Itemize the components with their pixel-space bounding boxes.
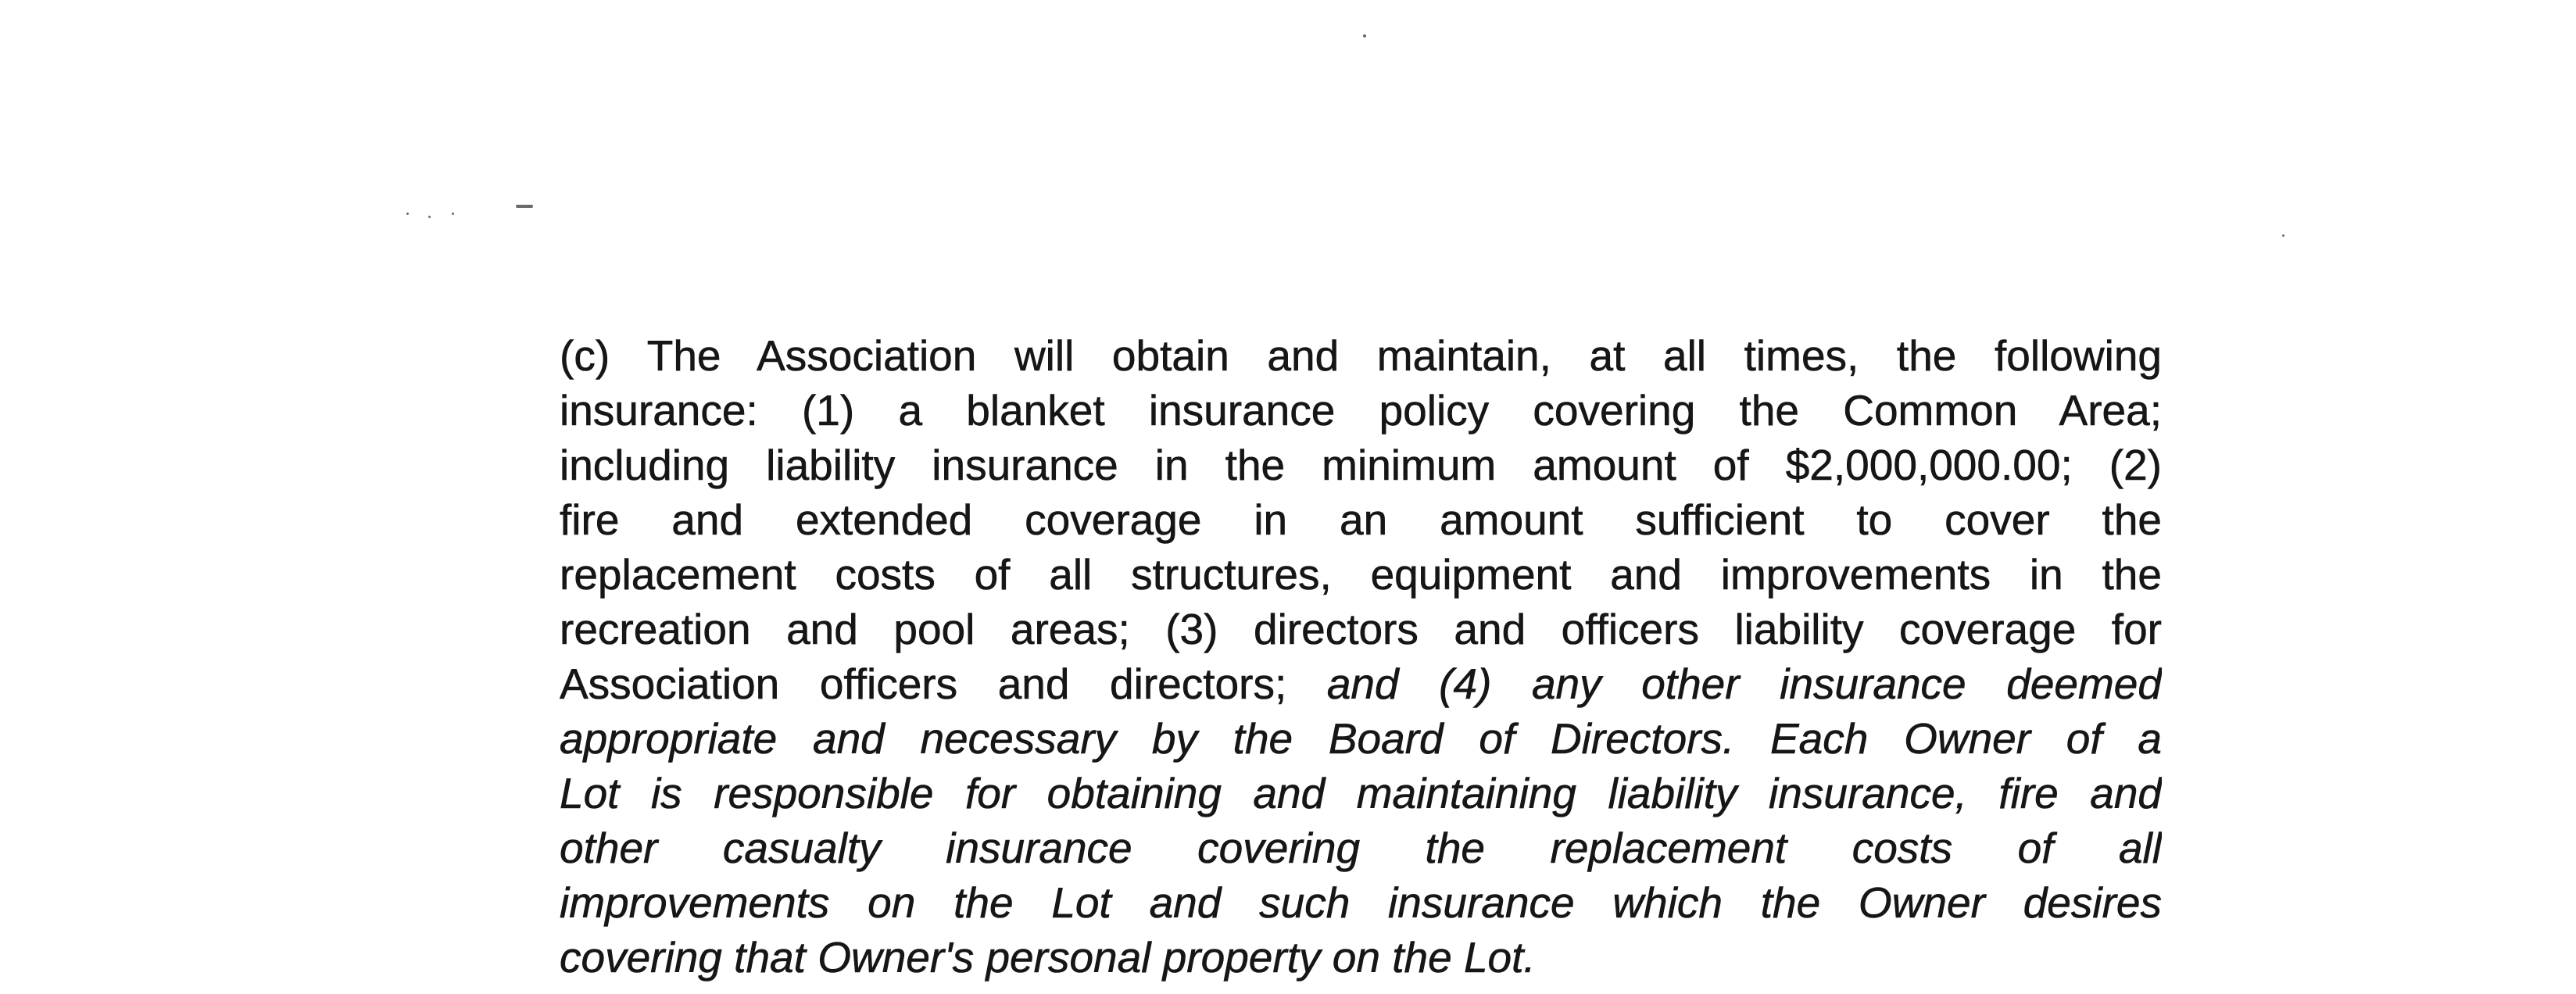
scan-speck [406, 213, 409, 215]
paragraph-line [560, 821, 2162, 875]
scan-speck [428, 216, 431, 218]
paragraph-line [560, 492, 2162, 547]
paragraph-line [560, 930, 2162, 985]
line-text-italic: appropriate and necessary by the Board of Directors. Each Owner of a [560, 714, 2162, 763]
line-text: replacement costs of all structures, equipment and improvements in the [560, 550, 2162, 599]
paragraph-line [560, 875, 2162, 930]
line-text: insurance: (1) a blanket insurance policy covering the Common Area; [560, 386, 2162, 434]
insurance-clause-paragraph [560, 328, 2162, 985]
line-text: recreation and pool areas; (3) directors and officers liability coverage for [560, 605, 2162, 653]
paragraph-line [560, 766, 2162, 821]
line-text-italic: and (4) any other insurance deemed [1326, 660, 2162, 708]
scan-speck [1363, 34, 1366, 38]
paragraph-line [560, 656, 2162, 711]
line-text: (c) The Association will obtain and maintain, at all times, the following [560, 331, 2162, 380]
line-text-italic: improvements on the Lot and such insurance which the Owner desires [560, 878, 2162, 927]
line-text: including liability insurance in the minimum amount of $2,000,000.00; (2) [560, 441, 2162, 489]
line-text-italic: Lot is responsible for obtaining and maintaining liability insurance, fire and [560, 769, 2162, 817]
scan-speck [516, 205, 533, 208]
scan-speck [452, 213, 454, 215]
line-text: fire and extended coverage in an amount sufficient to cover the [560, 495, 2162, 544]
paragraph-line [560, 328, 2162, 383]
paragraph-line [560, 383, 2162, 438]
line-text: Association officers and directors; [560, 660, 1327, 708]
paragraph-line [560, 602, 2162, 656]
line-text-italic: covering that Owner's personal property on the Lot. [560, 933, 1536, 981]
paragraph-line [560, 711, 2162, 766]
paragraph-line [560, 547, 2162, 602]
line-text-italic: other casualty insurance covering the replacement costs of all [560, 824, 2162, 872]
paragraph-line [560, 438, 2162, 492]
scan-speck [2282, 234, 2284, 237]
